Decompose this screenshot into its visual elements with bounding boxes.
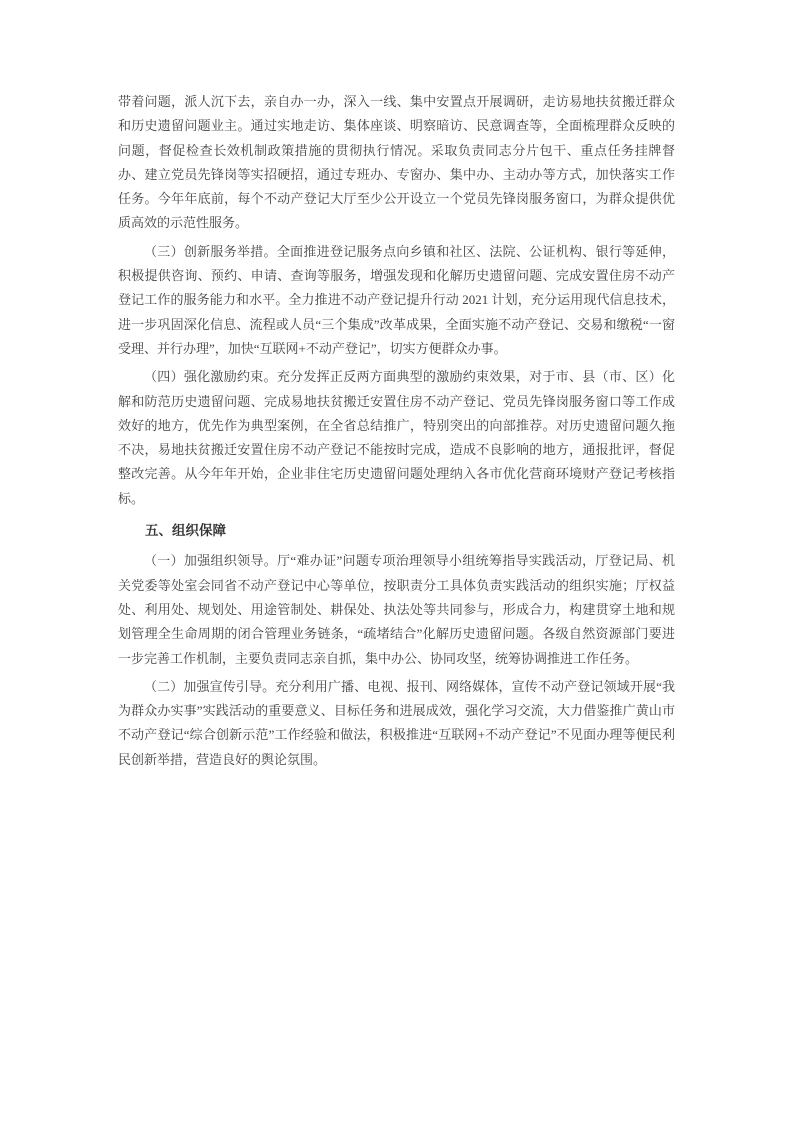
- paragraph-item-2-strengthen-publicity: （二）加强宣传引导。充分利用广播、电视、报刊、网络媒体，宣传不动产登记领域开展“我为群众办实事”实践活动的重要意义、目标任务和进展成效，强化学习交流，大力借鉴推广黄山市不动产登记“综合创新示范”工作经验和做法，积极推进“互联网+不动产登记”不见面办理等便民利民创新举措，营造良好的舆论氛围。: [118, 678, 675, 767]
- paragraph-item-1-strengthen-leadership: （一）加强组织领导。厅“难办证”问题专项治理领导小组统筹指导实践活动，厅登记局、机关党委等处室会同省不动产登记中心等单位，按职责分工具体负责实践活动的组织实施；厅权益处、利用处、规划处、用途管制处、耕保处、执法处等共同参与，形成合力，构建贯穿土地和规划管理全生命周期的闭合管理业务链条，“疏堵结合”化解历史遗留问题。各级自然资源部门要进一步完善工作机制，主要负责同志亲自抓，集中办公、协同攻坚，统筹协调推进工作任务。: [118, 553, 675, 666]
- paragraph-item-4-incentives-constraints: （四）强化激励约束。充分发挥正反两方面典型的激励约束效果，对于市、县（市、区）化解和防范历史遗留问题、完成易地扶贫搬迁安置住房不动产登记、党员先锋岗服务窗口等工作成效好的地方，优先作为典型案例，在全省总结推广，特别突出的向部推荐。对历史遗留问题久拖不决，易地扶贫搬迁安置住房不动产登记不能按时完成，造成不良影响的地方，通报批评，督促整改完善。从今年年开始，企业非住宅历史遗留问题处理纳入各市优化营商环境财产登记考核指标。: [118, 369, 675, 506]
- section-heading-organizational-guarantee: 五、组织保障: [145, 523, 226, 539]
- paragraph-item-3-innovate-services: （三）创新服务举措。全面推进登记服务点向乡镇和社区、法院、公证机构、银行等延伸，积极提供咨询、预约、申请、查询等服务，增强发现和化解历史遗留问题、完成安置住房不动产登记工作的服务能力和水平。全力推进不动产登记提升行动 2021 计划，充分运用现代信息技术，进一步巩固深化信息、流程或人员“三个集成”改革成果，全面实施不动产登记、交易和缴税“一窗受理、并行办理”，加快“互联网+不动产登记”，切实方便群众办事。: [118, 243, 675, 356]
- paragraph-continuation: 带着问题，派人沉下去，亲自办一办，深入一线、集中安置点开展调研，走访易地扶贫搬迁群众和历史遗留问题业主。通过实地走访、集体座谈、明察暗访、民意调查等，全面梳理群众反映的问题，督促检查长效机制政策措施的贯彻执行情况。采取负责同志分片包干、重点任务挂牌督办、建立党员先锋岗等实招硬招，通过专班办、专窗办、集中办、主动办等方式，加快落实工作任务。今年年底前，每个不动产登记大厅至少公开设立一个党员先锋岗服务窗口，为群众提供优质高效的示范性服务。: [118, 94, 675, 231]
